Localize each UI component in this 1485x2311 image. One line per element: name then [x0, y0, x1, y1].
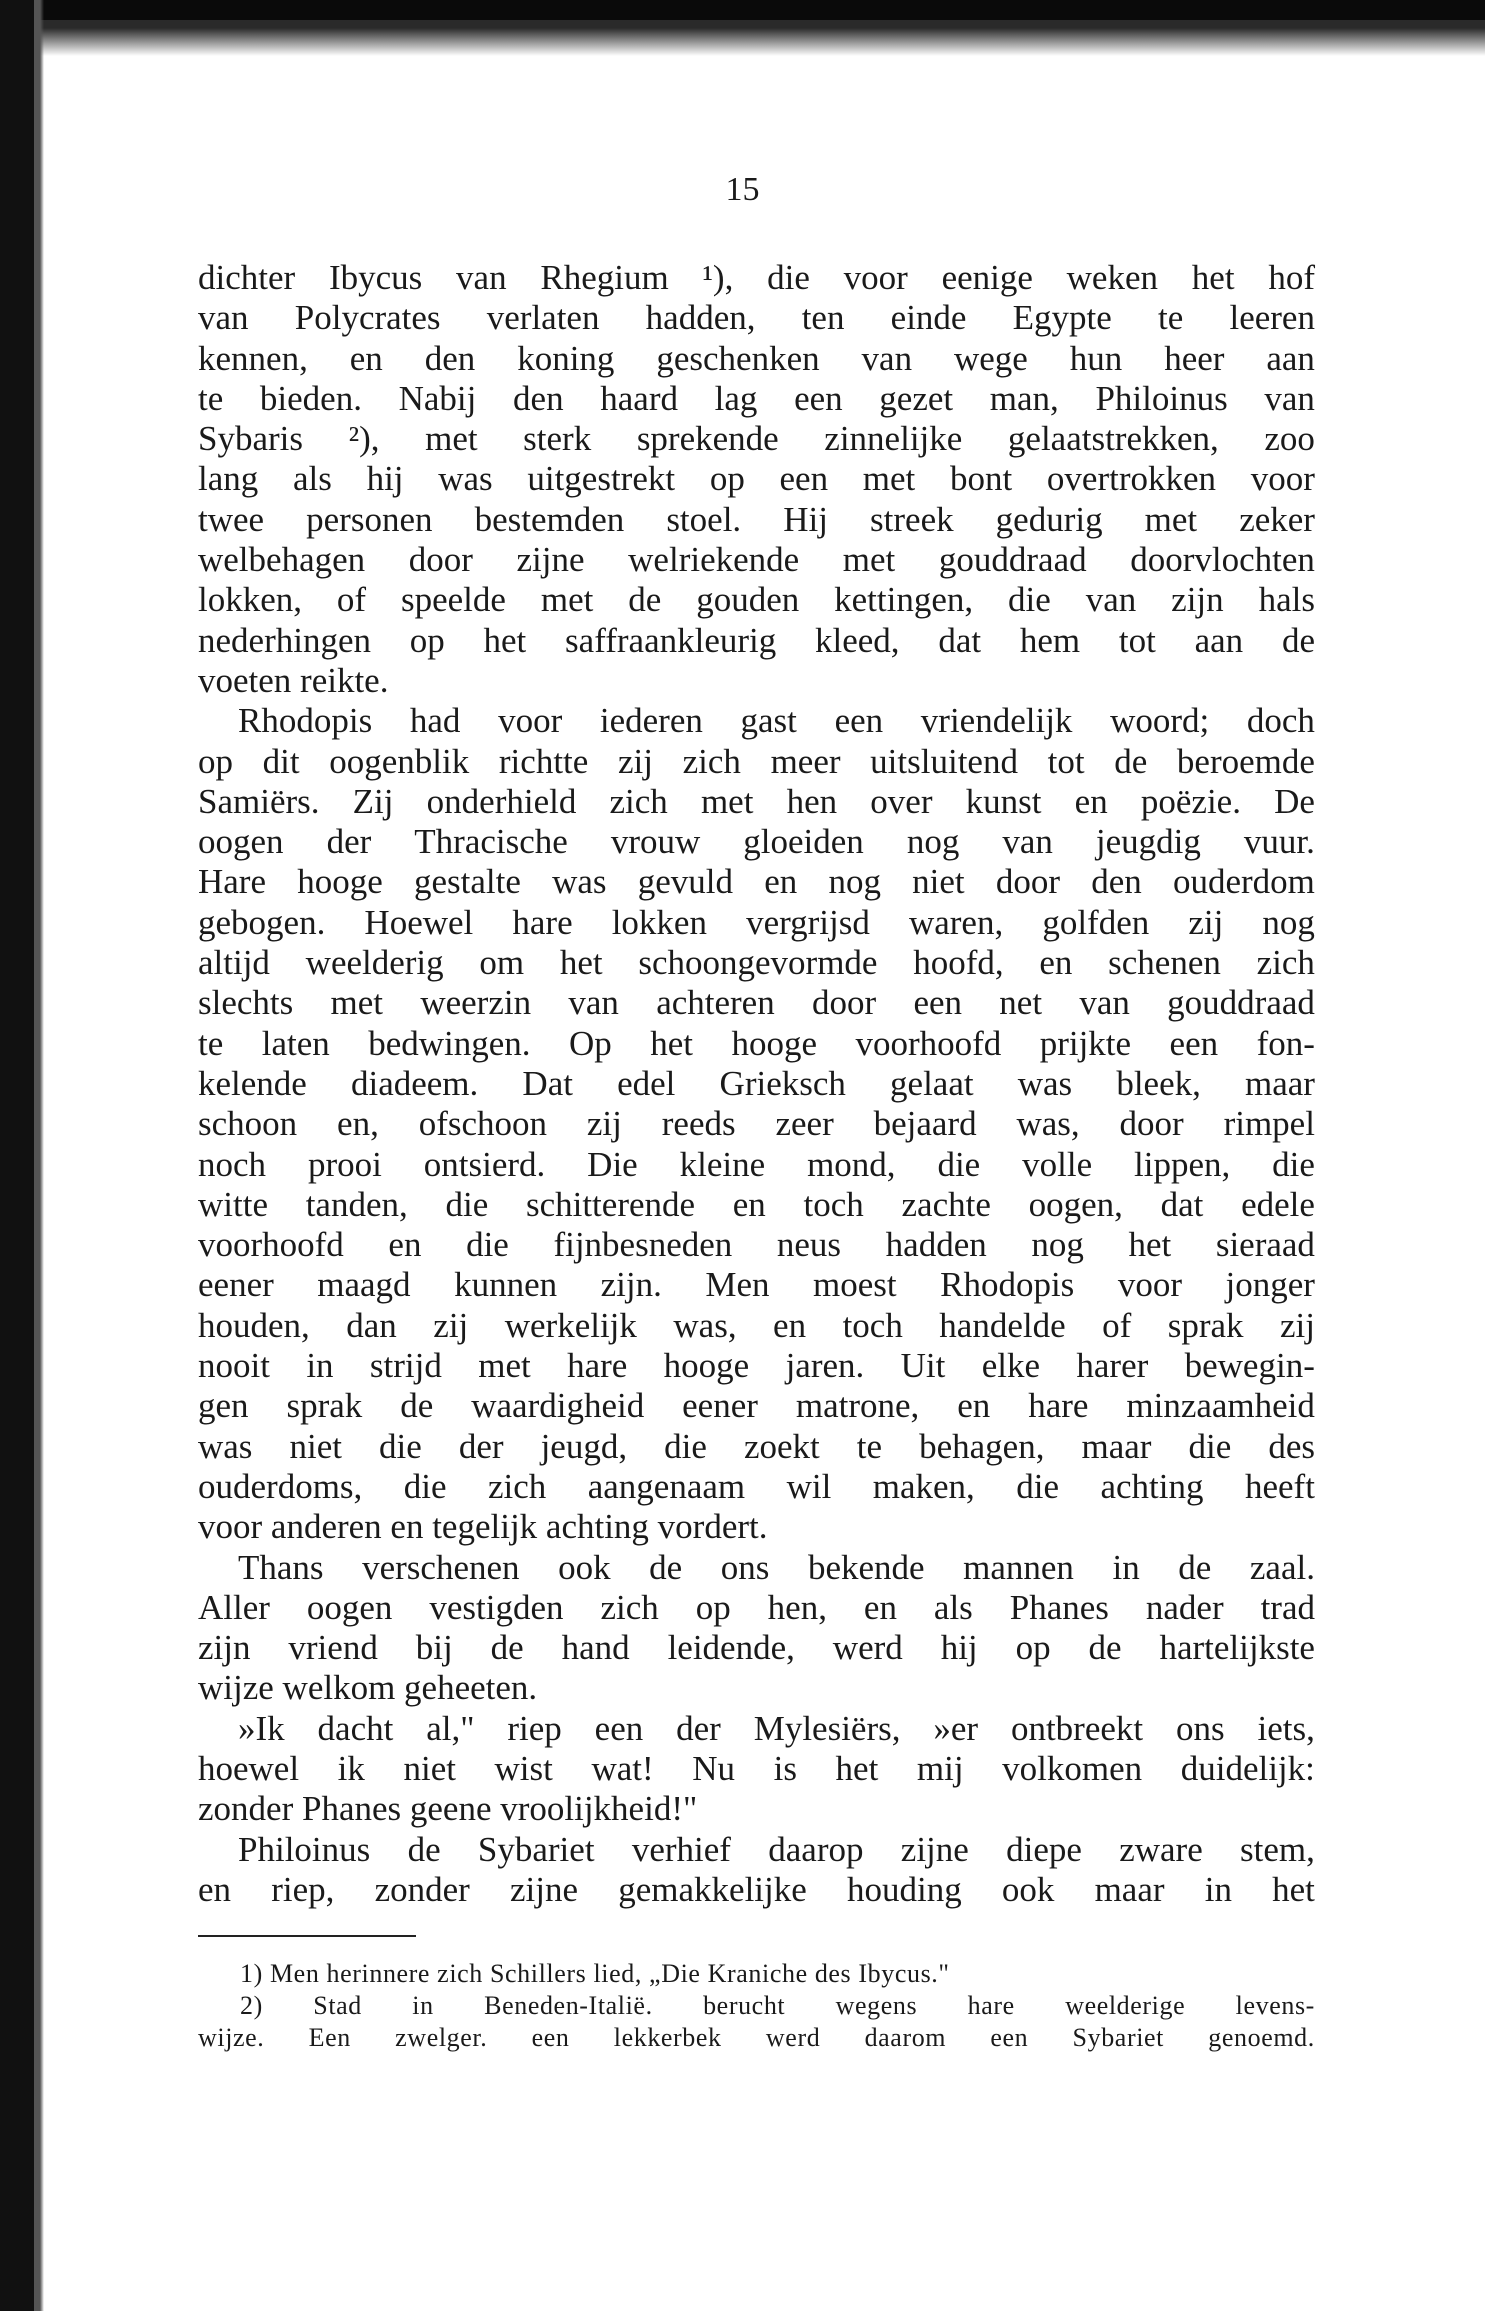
- text-line: »Ik dacht al," riep een der Mylesiërs, »er ontbreekt ons iets,: [238, 1708, 1315, 1748]
- text-line: Rhodopis had voor iederen gast een vriendelijk woord; doch: [238, 701, 1315, 741]
- text-line: ouderdoms, die zich aangenaam wil maken, die achting heeft: [198, 1466, 1315, 1506]
- text-line: zijn vriend bij de hand leidende, werd hij op de hartelijkste: [198, 1628, 1315, 1668]
- text-line: dichter Ibycus van Rhegium ¹), die voor eenige weken het hof: [198, 258, 1315, 297]
- text-line: wijze welkom geheeten.: [198, 1668, 538, 1708]
- text-line: slechts met weerzin van achteren door een net van gouddraad: [198, 983, 1315, 1023]
- text-line: Samiërs. Zij onderhield zich met hen over kunst en poëzie. De: [198, 781, 1315, 821]
- text-line: op dit oogenblik richtte zij zich meer uitsluitend tot de beroemde: [198, 741, 1315, 781]
- text-line: schoon en, ofschoon zij reeds zeer bejaard was, door rimpel: [198, 1104, 1315, 1144]
- text-line: nooit in strijd met hare hooge jaren. Uit elke harer bewegin-: [198, 1346, 1315, 1386]
- text-line: welbehagen door zijne welriekende met gouddraad doorvlochten: [198, 540, 1315, 580]
- text-line: Philoinus de Sybariet verhief daarop zijne diepe zware stem,: [238, 1829, 1315, 1869]
- text-line: lokken, of speelde met de gouden kettingen, die van zijn hals: [198, 580, 1315, 620]
- page-number: 15: [725, 171, 760, 208]
- footnote-separator: [198, 1935, 416, 1937]
- text-line: kelende diadeem. Dat edel Grieksch gelaat was bleek, maar: [198, 1063, 1315, 1103]
- text-line: altijd weelderig om het schoongevormde hoofd, en schenen zich: [198, 943, 1315, 983]
- text-line: oogen der Thracische vrouw gloeiden nog van jeugdig vuur.: [198, 822, 1315, 862]
- text-line: voeten reikte.: [198, 660, 389, 700]
- body-text: [198, 258, 1315, 1910]
- text-line: te bieden. Nabij den haard lag een gezet man, Philoinus van: [198, 378, 1315, 418]
- text-line: Aller oogen vestigden zich op hen, en als Phanes nader trad: [198, 1587, 1315, 1627]
- scan-edge-top: [0, 0, 1485, 56]
- text-line: gebogen. Hoewel hare lokken vergrijsd waren, golfden zij nog: [198, 902, 1315, 942]
- footnotes: [198, 1958, 1315, 2054]
- text-line: hoewel ik niet wist wat! Nu is het mij volkomen duidelijk:: [198, 1748, 1315, 1788]
- text-line: te laten bedwingen. Op het hooge voorhoofd prijkte een fon-: [198, 1023, 1315, 1063]
- text-line: Sybaris ²), met sterk sprekende zinnelijke gelaatstrekken, zoo: [198, 419, 1315, 459]
- text-line: nederhingen op het saffraankleurig kleed, dat hem tot aan de: [198, 620, 1315, 660]
- text-line: en riep, zonder zijne gemakkelijke houding ook maar in het: [198, 1869, 1315, 1909]
- text-line: gen sprak de waardigheid eener matrone, en hare minzaamheid: [198, 1386, 1315, 1426]
- text-line: houden, dan zij werkelijk was, en toch handelde of sprak zij: [198, 1305, 1315, 1345]
- text-line: Thans verschenen ook de ons bekende mannen in de zaal.: [238, 1547, 1315, 1587]
- text-line: eener maagd kunnen zijn. Men moest Rhodopis voor jonger: [198, 1265, 1315, 1305]
- text-line: was niet die der jeugd, die zoekt te behagen, maar die des: [198, 1426, 1315, 1466]
- footnote-line: 1) Men herinnere zich Schillers lied, „Die Kraniche des Ibycus.": [240, 1959, 950, 1988]
- footnote-line: wijze. Een zwelger. een lekkerbek werd daarom een Sybariet genoemd.: [198, 2023, 1315, 2052]
- text-line: Hare hooge gestalte was gevuld en nog niet door den ouderdom: [198, 862, 1315, 902]
- text-line: voorhoofd en die fijnbesneden neus hadden nog het sieraad: [198, 1225, 1315, 1265]
- scan-edge-left: [0, 0, 44, 2311]
- text-line: zonder Phanes geene vroolijkheid!": [198, 1789, 698, 1829]
- text-line: noch prooi ontsierd. Die kleine mond, die volle lippen, die: [198, 1144, 1315, 1184]
- text-line: witte tanden, die schitterende en toch zachte oogen, dat edele: [198, 1184, 1315, 1224]
- text-line: lang als hij was uitgestrekt op een met bont overtrokken voor: [198, 459, 1315, 499]
- text-line: voor anderen en tegelijk achting vordert.: [198, 1507, 768, 1547]
- text-line: twee personen bestemden stoel. Hij streek gedurig met zeker: [198, 499, 1315, 539]
- footnote-line: 2) Stad in Beneden-Italië. berucht wegens hare weelderige levens-: [240, 1991, 1315, 2020]
- text-line: van Polycrates verlaten hadden, ten einde Egypte te leeren: [198, 298, 1315, 338]
- text-line: kennen, en den koning geschenken van wege hun heer aan: [198, 338, 1315, 378]
